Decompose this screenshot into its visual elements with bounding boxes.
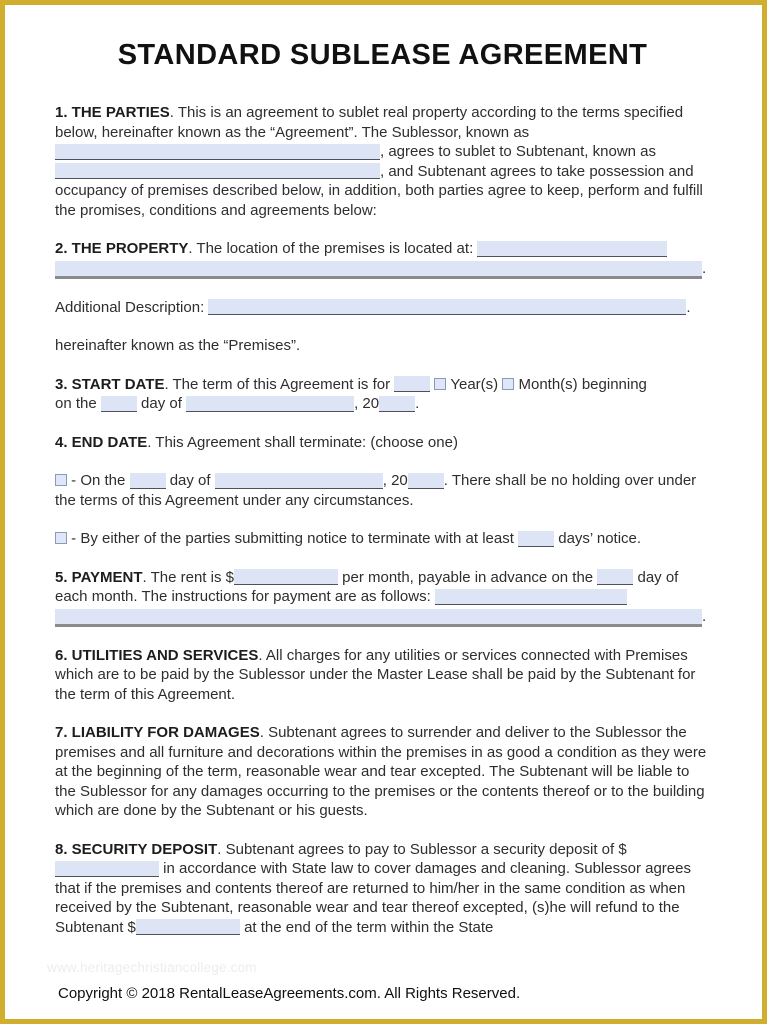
end-on-date-checkbox[interactable] (55, 474, 67, 486)
end-year-field[interactable] (408, 473, 444, 489)
sublessor-name-field[interactable] (55, 144, 380, 160)
end-date-option-1 (55, 471, 710, 510)
section-end-date (55, 433, 710, 453)
end-day-field[interactable] (130, 473, 166, 489)
section-parties (55, 103, 710, 220)
text-segment: day of each month. The instructions for payment are as follows: (55, 568, 679, 605)
text-segment: . (702, 259, 707, 277)
page-title: STANDARD SUBLEASE AGREEMENT (117, 39, 648, 71)
section-utilities (55, 646, 710, 705)
text-segment: . The term of this Agreement is for (164, 375, 395, 393)
text-segment: . The location of the premises is located at: (188, 240, 478, 257)
additional-description-field[interactable] (208, 299, 686, 315)
section-deposit (55, 840, 710, 938)
hereinafter-note (55, 336, 710, 356)
start-date-heading: 3. START DATE (55, 375, 165, 393)
text-segment: . (702, 607, 707, 625)
rent-amount-field[interactable] (234, 569, 338, 585)
text-segment: , agrees to sublet to Subtenant, known as (380, 143, 657, 160)
text-segment: , 20 (354, 395, 380, 412)
start-year-field[interactable] (379, 396, 415, 412)
text-segment: . This Agreement shall terminate: (choose one) (147, 433, 458, 451)
text-segment: . (686, 298, 691, 316)
text-segment: day of (136, 395, 187, 412)
parties-heading: 1. THE PARTIES (55, 104, 170, 121)
text-segment: . Subtenant agrees to surrender and deliver to the Sublessor the premises and all furniture and decorations within the premises in as good a condition as they were at the beginning of the term, reasonable wear and tear excepted. The Subtenant will be liable to the Sublessor for any damages occurring to the premises or the contents thereof or to the building which are done by the Subtenant or his guests. (55, 724, 707, 819)
text-segment: in accordance with State law to cover damages and cleaning. Sublessor agrees that if the premises and contents thereof are returned to him/her in the same condition as when received by the Subtenant, reasonable wear and tear thereof excepted, (s)he will refund to the Subtenant $ (55, 860, 691, 936)
text-segment: hereinafter known as the “Premises”. (55, 337, 301, 354)
start-month-field[interactable] (186, 396, 354, 412)
security-deposit-amount-field[interactable] (55, 861, 159, 877)
term-length-field[interactable] (394, 376, 430, 392)
text-segment: . The rent is $ (142, 568, 234, 586)
section-liability (55, 723, 710, 821)
section-start-date (55, 375, 710, 414)
notice-days-field[interactable] (518, 531, 554, 547)
premises-location-field-line2[interactable] (55, 261, 702, 279)
text-segment: . This is an agreement to sublet real property according to the terms specified below, hereinafter known as the “Agreement”. The Sublessor, known as (55, 104, 684, 141)
rent-due-day-field[interactable] (597, 569, 633, 585)
text-segment: . (415, 395, 420, 412)
text-segment: . Subtenant agrees to pay to Sublessor a security deposit of $ (217, 840, 627, 858)
text-segment: - On the (67, 472, 130, 489)
years-checkbox[interactable] (434, 378, 446, 390)
notice-terminate-checkbox[interactable] (55, 532, 67, 544)
section-payment (55, 568, 710, 627)
text-segment: Month(s) beginning (514, 375, 647, 393)
text-segment: . All charges for any utilities or services connected with Premises which are to be paid by the Sublessor under the Master Lease shall be paid by the Subtenant for the term of this Agreement. (55, 646, 696, 703)
start-day-field[interactable] (101, 396, 137, 412)
end-month-field[interactable] (215, 473, 383, 489)
premises-location-field[interactable] (477, 241, 667, 257)
text-segment: , 20 (382, 472, 408, 489)
property-heading: 2. THE PROPERTY (55, 240, 189, 257)
text-segment: day of (165, 472, 215, 489)
text-segment: . There shall be no holding over under the terms of this Agreement under any circumstances. (55, 472, 697, 509)
payment-heading: 5. PAYMENT (55, 568, 143, 586)
text-segment: per month, payable in advance on the (337, 568, 598, 586)
subtenant-name-field[interactable] (55, 163, 380, 179)
additional-description-row (55, 298, 710, 318)
text-segment: days’ notice. (554, 530, 642, 547)
payment-instructions-field[interactable] (435, 589, 627, 605)
additional-description-label: Additional Description: (55, 298, 209, 316)
utilities-heading: 6. UTILITIES AND SERVICES (55, 646, 259, 664)
text-segment: - By either of the parties submitting notice to terminate with at least (67, 530, 519, 547)
text-segment: on the (55, 395, 101, 412)
months-checkbox[interactable] (502, 378, 514, 390)
liability-heading: 7. LIABILITY FOR DAMAGES (55, 724, 260, 741)
deposit-heading: 8. SECURITY DEPOSIT (55, 840, 218, 858)
end-date-heading: 4. END DATE (55, 433, 148, 451)
text-segment: , and Subtenant agrees to take possession and occupancy of premises described below, in addition, both parties agree to keep, perform and fulfill the promises, conditions and agreements below: (55, 162, 703, 219)
text-segment: at the end of the term within the State (239, 918, 494, 936)
watermark-text: www.heritagechristiancollege.com (47, 959, 257, 975)
section-property (55, 239, 710, 279)
text-segment: Year(s) (446, 375, 503, 393)
end-date-option-2 (55, 529, 710, 549)
payment-instructions-field-line2[interactable] (55, 609, 702, 627)
copyright-text: Copyright © 2018 RentalLeaseAgreements.com. All Rights Reserved. (58, 984, 521, 1002)
refund-amount-field[interactable] (136, 919, 240, 935)
